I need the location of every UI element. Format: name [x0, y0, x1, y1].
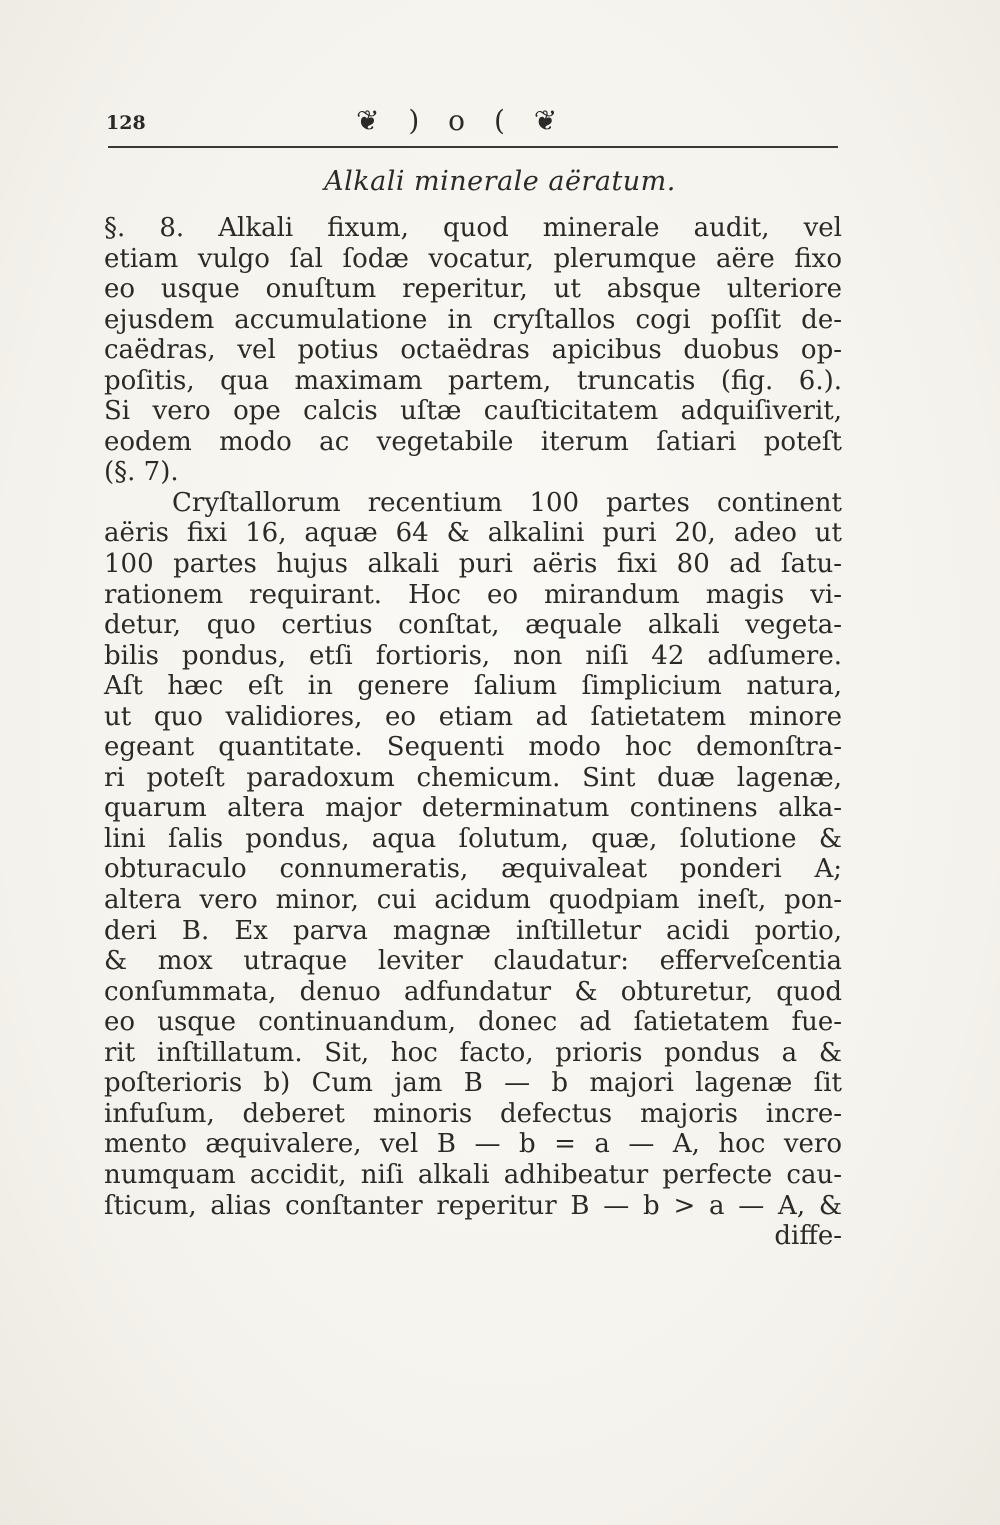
text-line: & mox utraque leviter claudatur: efferveſcentia	[104, 946, 842, 977]
text-line: poſterioris b) Cum jam B — b majori lagenæ ſit	[104, 1068, 842, 1099]
text-line: rit inſtillatum. Sit, hoc facto, prioris pondus a &	[104, 1037, 842, 1068]
text-line: eo usque onuſtum reperitur, ut absque ulteriore	[104, 274, 842, 305]
text-line: etiam vulgo ſal ſodæ vocatur, plerumque aëre fixo	[104, 243, 842, 274]
text-line: detur, quo certius conſtat, æquale alkali vegeta-	[104, 610, 842, 641]
text-line: Cryſtallorum recentium 100 partes continent	[172, 487, 842, 518]
text-line: conſummata, denuo adfundatur & obturetur, quod	[104, 976, 842, 1007]
text-line: lini ſalis pondus, aqua ſolutum, quæ, ſolutione &	[104, 823, 842, 854]
text-line: eodem modo ac vegetabile iterum ſatiari poteſt	[104, 426, 842, 457]
text-line: mento æquivalere, vel B — b = a — A, hoc vero	[104, 1129, 842, 1160]
text-line: quarum altera major determinatum continens alka-	[104, 793, 842, 824]
text-line: ejusdem accumulatione in cryſtallos cogi poſſit de-	[104, 304, 842, 335]
text-line: bilis pondus, etſi fortioris, non niſi 42 adſumere.	[104, 640, 842, 671]
body-text	[104, 213, 842, 1252]
text-line: infuſum, deberet minoris defectus majoris incre-	[104, 1098, 842, 1129]
catchword: diffe-	[774, 1221, 842, 1252]
page-header	[106, 104, 840, 144]
text-line: altera vero minor, cui acidum quodpiam ineſt, pon-	[104, 885, 842, 916]
header-rule	[108, 146, 838, 148]
text-line: eo usque continuandum, donec ad ſatietatem fue-	[104, 1007, 842, 1038]
text-line: §. 8. Alkali fixum, quod minerale audit, vel	[104, 213, 842, 243]
text-line: Aſt hæc eſt in genere ſalium ſimplicium natura,	[104, 671, 842, 702]
text-line: ut quo validiores, eo etiam ad ſatietatem minore	[104, 701, 842, 732]
text-line: aëris fixi 16, aquæ 64 & alkalini puri 20, adeo ut	[104, 518, 842, 549]
text-line: deri B. Ex parva magnæ inſtilletur acidi portio,	[104, 915, 842, 946]
section-title: Alkali minerale aëratum.	[324, 166, 676, 197]
page-number: 128	[106, 112, 146, 134]
text-line: (§. 7).	[104, 457, 179, 488]
text-line: obturaculo connumeratis, æquivaleat ponderi A;	[104, 854, 842, 885]
text-line: poſitis, qua maximam partem, truncatis (fig. 6.).	[104, 365, 842, 396]
text-line: ſticum, alias conſtanter reperitur B — b > a — A, &	[104, 1190, 842, 1221]
text-line: Si vero ope calcis uſtæ cauſticitatem adquiſiverit,	[104, 396, 842, 427]
text-line: rationem requirant. Hoc eo mirandum magis vi-	[104, 579, 842, 610]
text-line: egeant quantitate. Sequenti modo hoc demonſtra-	[104, 732, 842, 763]
text-line: caëdras, vel potius octaëdras apicibus duobus op-	[104, 335, 842, 366]
text-line: 100 partes hujus alkali puri aëris fixi 80 ad ſatu-	[104, 549, 842, 580]
text-line: ri poteſt paradoxum chemicum. Sint duæ lagenæ,	[104, 762, 842, 793]
header-ornament: ❦ ) o ( ❦	[356, 104, 568, 137]
text-line: numquam accidit, niſi alkali adhibeatur perfecte cau-	[104, 1159, 842, 1190]
